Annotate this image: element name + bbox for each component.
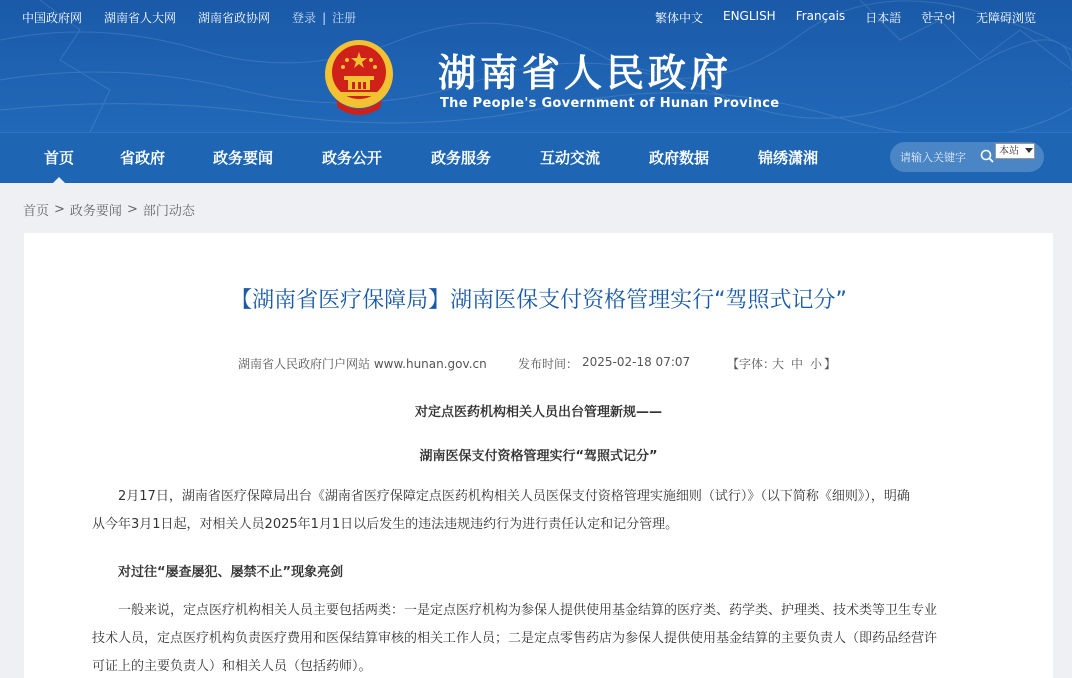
breadcrumb-home[interactable]: 首页 [23,204,50,219]
language-links [635,9,1036,26]
lang-french[interactable]: Français [795,9,846,23]
accessibility-link[interactable]: 无障碍浏览 [975,11,1036,25]
lang-english[interactable]: ENGLISH [722,9,776,23]
paragraph-1-line-2: 从今年3月1日起，对相关人员2025年1月1日以后发生的违法违规违约行为进行责任认定和记分管理。 [92,517,679,532]
font-size-label: 【字体： [727,357,776,371]
search-input[interactable] [900,146,980,168]
nav-gov-disclosure[interactable]: 政务公开 [322,149,383,167]
paragraph-1 [92,483,988,539]
lang-japanese[interactable]: 日本語 [865,11,902,25]
lang-traditional-chinese[interactable]: 繁体中文 [654,11,703,25]
breadcrumb-separator-icon: > [126,202,138,217]
nav-home[interactable]: 首页 [44,133,74,184]
search-scope-select[interactable]: 本站 [995,143,1035,159]
font-medium-button[interactable]: 中 [791,357,804,371]
article-headline-1: 对定点医药机构相关人员出台管理新规—— [414,405,662,420]
site-header [0,0,1072,132]
publish-time: 2025-02-18 07:07 [582,355,691,369]
font-small-button[interactable]: 小 [810,357,823,371]
breadcrumb-dept-news[interactable]: 部门动态 [142,204,195,219]
article-headline-2: 湖南医保支付资格管理实行“驾照式记分” [419,449,658,464]
national-emblem-icon [322,38,396,116]
lang-korean[interactable]: 한국어 [921,11,956,25]
nav-gov-data[interactable]: 政府数据 [649,149,710,167]
nav-province-gov[interactable]: 省政府 [120,149,166,167]
breadcrumb-separator-icon: > [54,202,65,217]
breadcrumb-gov-news[interactable]: 政务要闻 [69,204,122,219]
nav-interaction[interactable]: 互动交流 [540,149,601,167]
chevron-down-icon [1025,148,1033,153]
register-link[interactable]: 注册 [332,11,357,25]
site-title: 湖南省人民政府 [438,51,733,95]
toplink-npc[interactable]: 湖南省人大网 [104,11,177,25]
login-link[interactable]: 登录 [292,11,317,25]
article-panel [24,233,1053,678]
publish-label: 发布时间： [518,357,579,371]
toplink-gov-cn[interactable]: 中国政府网 [22,11,83,25]
nav-hunan-scenery[interactable]: 锦绣潇湘 [758,149,819,167]
breadcrumb [23,200,195,219]
article-title: 【湖南省医疗保障局】湖南医保支付资格管理实行“驾照式记分” [230,288,847,313]
search-icon[interactable] [980,149,994,163]
paragraph-2-line-1: 一般来说，定点医疗机构相关人员主要包括两类：一是定点医疗机构为参保人提供使用基金结算的医疗类、药学类、护理类、技术类等卫生专业 [118,603,938,618]
toplink-cppcc[interactable]: 湖南省政协网 [198,11,271,25]
paragraph-1-line-1: 2月17日，湖南省医疗保障局出台《湖南省医疗保障定点医药机构相关人员医保支付资格管理实施细则（试行）》（以下简称《细则》），明确 [118,489,910,504]
font-size-close: 】 [824,357,837,371]
section-subheading: 对过往“屡查屡犯、屡禁不止”现象亮剑 [118,565,344,580]
nav-gov-services[interactable]: 政务服务 [431,149,492,167]
nav-gov-news[interactable]: 政务要闻 [213,149,274,167]
paragraph-2-line-2: 技术人员，定点医疗机构负责医疗费用和医保结算审核的相关工作人员；二是定点零售药店为参保人提供使用基金结算的主要负责人（即药品经营许 [92,631,938,646]
login-separator: | [322,10,327,25]
top-links [22,9,356,26]
font-large-button[interactable]: 大 [772,357,785,371]
paragraph-2-line-3: 可证上的主要负责人）和相关人员（包括药师）。 [92,659,372,674]
paragraph-2 [92,597,988,678]
article-source: 湖南省人民政府门户网站 www.hunan.gov.cn [238,357,487,371]
site-subtitle: The People's Government of Hunan Province [440,96,780,111]
